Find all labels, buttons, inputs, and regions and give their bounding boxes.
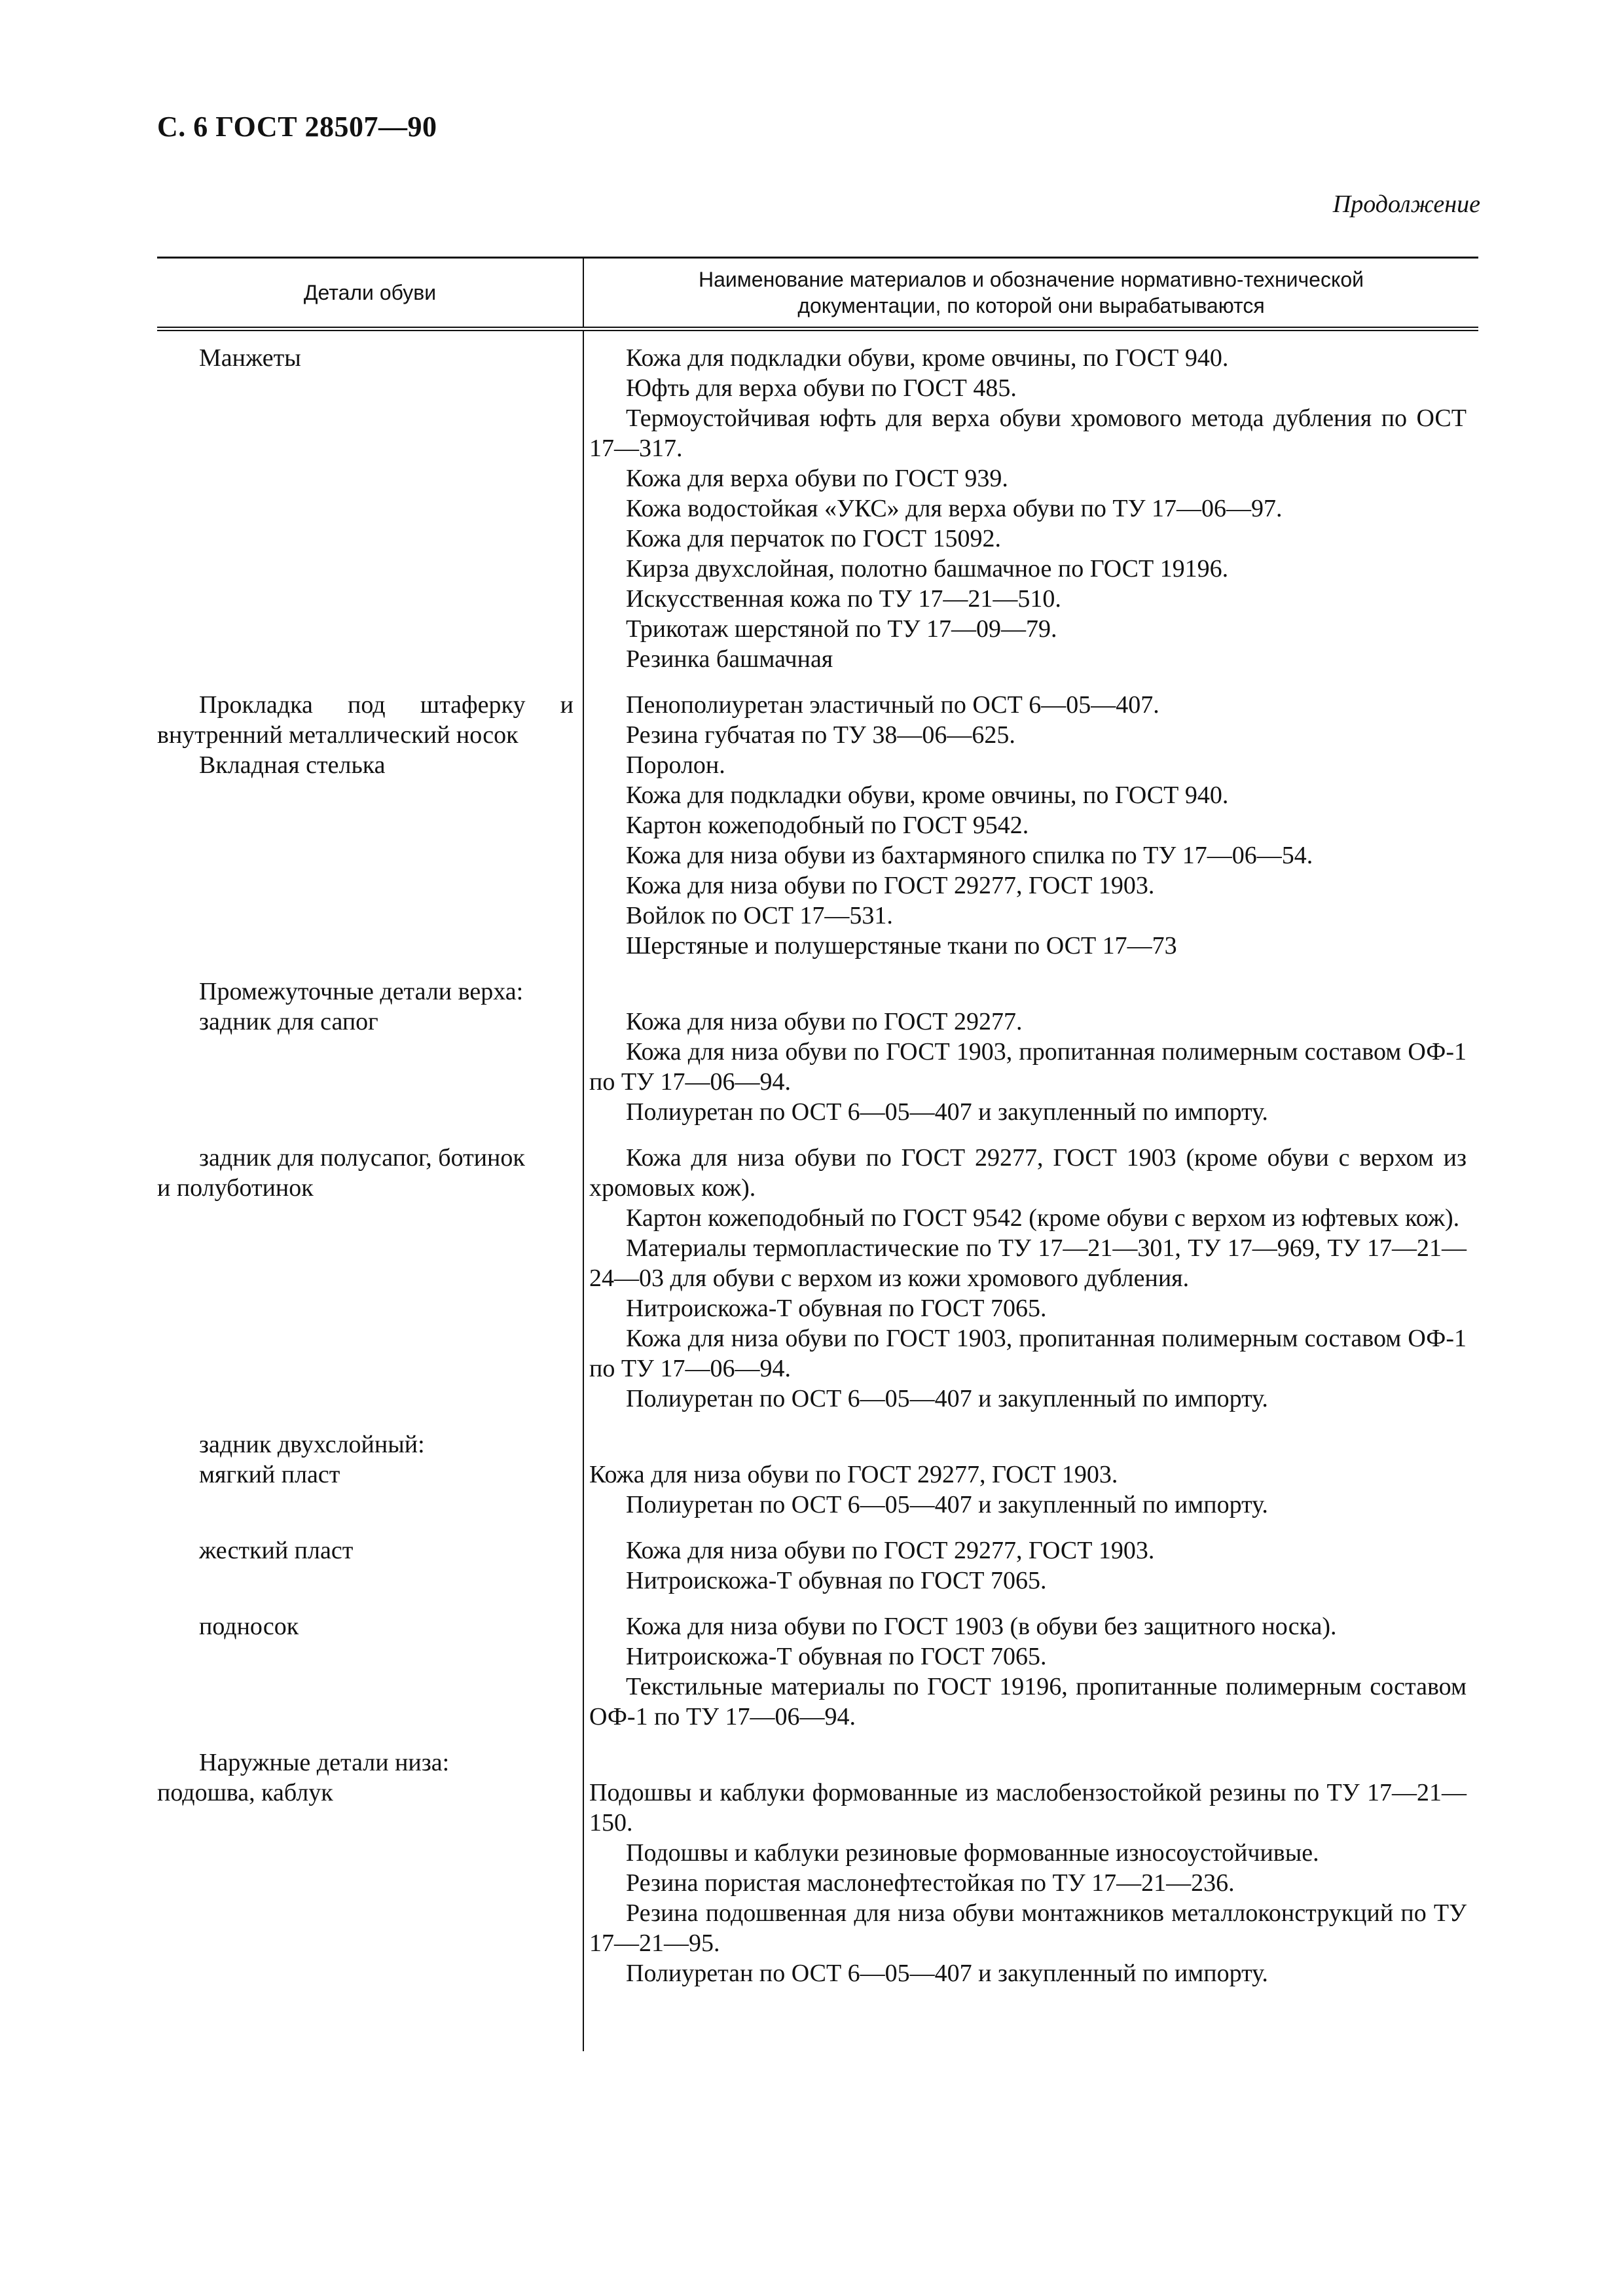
detail-label: жесткий пласт xyxy=(199,1537,354,1564)
material-item: Шерстяные и полушерстяные ткани по ОСТ 17—73 xyxy=(626,932,1177,960)
detail-cell xyxy=(157,343,583,674)
materials-cell xyxy=(583,1143,1478,1414)
material-item: Кожа для низа обуви по ГОСТ 29277, ГОСТ 1903. xyxy=(626,872,1155,899)
material-item: Трикотаж шерстяной по ТУ 17—09—79. xyxy=(626,615,1057,643)
materials-cell xyxy=(583,750,1478,961)
material-item: Полиуретан по ОСТ 6—05—407 и закупленный по импорту. xyxy=(626,1385,1268,1412)
material-item: Полиуретан по ОСТ 6—05—407 и закупленный по импорту. xyxy=(626,1098,1268,1126)
section-label: Наружные детали низа: xyxy=(199,1749,450,1776)
material-item: Искусственная кожа по ТУ 17—21—510. xyxy=(626,585,1061,613)
material-item: Кожа для низа обуви из бахтармяного спилка по ТУ 17—06—54. xyxy=(626,842,1313,869)
material-item: Полиуретан по ОСТ 6—05—407 и закупленный по импорту. xyxy=(626,1960,1268,1987)
material-item: Нитроискожа-Т обувная по ГОСТ 7065. xyxy=(626,1295,1047,1322)
material-item: Нитроискожа-Т обувная по ГОСТ 7065. xyxy=(626,1643,1047,1670)
material-item: Резинка башмачная xyxy=(626,645,833,673)
material-item: Кожа для низа обуви по ГОСТ 1903, пропитанная полимерным составом ОФ-1 по ТУ 17—06—94. xyxy=(589,1325,1467,1382)
table-row xyxy=(157,1596,1478,1732)
detail-label: задник для полусапог, ботинок xyxy=(199,1144,525,1172)
material-item: Кожа для подкладки обуви, кроме овчины, по ГОСТ 940. xyxy=(626,344,1229,372)
detail-cell xyxy=(157,1535,583,1596)
materials-cell xyxy=(583,343,1478,674)
table-row xyxy=(157,1732,1478,1988)
continuation-label: Продолжение xyxy=(1332,190,1480,218)
detail-cell xyxy=(157,1143,583,1414)
detail-label: Манжеты xyxy=(199,344,301,372)
material-item: Кожа для верха обуви по ГОСТ 939. xyxy=(626,465,1008,492)
detail-label: мягкий пласт xyxy=(199,1461,340,1488)
materials-table xyxy=(157,257,1478,2051)
column-header-materials-line1: Наименование материалов и обозначение нормативно-технической xyxy=(698,268,1364,291)
table-row xyxy=(157,1127,1478,1414)
detail-label: Прокладка под штаферку и xyxy=(199,691,574,719)
material-item: Кожа для перчаток по ГОСТ 15092. xyxy=(626,525,1002,552)
detail-label-continuation: и полуботинок xyxy=(157,1174,314,1202)
material-item: Кожа для низа обуви по ГОСТ 1903 (в обуви без защитного носка). xyxy=(626,1613,1337,1640)
column-header-materials xyxy=(584,259,1478,327)
column-header-materials-line2: документации, по которой они вырабатываются xyxy=(797,294,1265,317)
detail-cell xyxy=(157,1748,583,1988)
table-row xyxy=(157,331,1478,674)
section-label: задник двухслойный: xyxy=(199,1431,425,1458)
material-item: Подошвы и каблуки резиновые формованные износоустойчивые. xyxy=(626,1839,1319,1867)
detail-label-continuation: внутренний металлический носок xyxy=(157,721,519,749)
materials-cell xyxy=(583,1429,1478,1520)
detail-cell xyxy=(157,977,583,1127)
material-item: Кожа для низа обуви по ГОСТ 29277, ГОСТ 1903. xyxy=(626,1537,1155,1564)
material-item: Кожа для низа обуви по ГОСТ 29277, ГОСТ 1903. xyxy=(589,1461,1118,1488)
detail-cell xyxy=(157,750,583,961)
material-item: Войлок по ОСТ 17—531. xyxy=(626,902,893,929)
material-item: Подошвы и каблуки формованные из маслобензостойкой резины по ТУ 17—21—150. xyxy=(589,1779,1467,1837)
material-item: Термоустойчивая юфть для верха обуви хромового метода дубления по ОСТ 17—317. xyxy=(589,404,1467,462)
material-item: Резина губчатая по ТУ 38—06—625. xyxy=(626,721,1015,749)
detail-label: подошва, каблук xyxy=(157,1779,333,1806)
detail-cell xyxy=(157,1611,583,1732)
material-item: Резина подошвенная для низа обуви монтажников металлоконструкций по ТУ 17—21—95. xyxy=(589,1899,1467,1957)
detail-cell xyxy=(157,1429,583,1520)
material-item: Кирза двухслойная, полотно башмачное по ГОСТ 19196. xyxy=(626,555,1229,583)
material-item: Материалы термопластические по ТУ 17—21—301, ТУ 17—969, ТУ 17—21—24—03 для обуви с верхом из кожи хромового дубления. xyxy=(589,1234,1467,1292)
material-item: Пенополиуретан эластичный по ОСТ 6—05—407. xyxy=(626,691,1159,719)
material-item: Кожа для низа обуви по ГОСТ 29277, ГОСТ 1903 (кроме обуви с верхом из хромовых кож). xyxy=(589,1144,1467,1202)
material-item: Текстильные материалы по ГОСТ 19196, пропитанные полимерным составом ОФ-1 по ТУ 17—06—94. xyxy=(589,1673,1467,1731)
materials-cell xyxy=(583,977,1478,1127)
table-row xyxy=(157,961,1478,1127)
table-row xyxy=(157,750,1478,961)
materials-cell xyxy=(583,1611,1478,1732)
page-header: С. 6 ГОСТ 28507—90 xyxy=(157,111,437,143)
material-item: Кожа для низа обуви по ГОСТ 1903, пропитанная полимерным составом ОФ-1 по ТУ 17—06—94. xyxy=(589,1038,1467,1096)
section-label: Промежуточные детали верха: xyxy=(199,978,524,1005)
table-body xyxy=(157,331,1478,2051)
materials-cell xyxy=(583,1535,1478,1596)
material-item: Нитроискожа-Т обувная по ГОСТ 7065. xyxy=(626,1567,1047,1594)
material-item: Кожа водостойкая «УКС» для верха обуви по ТУ 17—06—97. xyxy=(626,495,1283,522)
detail-label: подносок xyxy=(199,1613,299,1640)
material-item: Полиуретан по ОСТ 6—05—407 и закупленный по импорту. xyxy=(626,1491,1268,1518)
materials-cell xyxy=(583,1748,1478,1988)
detail-label: задник для сапог xyxy=(199,1008,378,1035)
material-item: Картон кожеподобный по ГОСТ 9542. xyxy=(626,812,1029,839)
column-divider xyxy=(583,331,584,2051)
material-item: Юфть для верха обуви по ГОСТ 485. xyxy=(626,374,1017,402)
detail-label: Вкладная стелька xyxy=(199,751,386,779)
table-header xyxy=(157,257,1478,331)
table-row xyxy=(157,1414,1478,1520)
material-item: Резина пористая маслонефтестойкая по ТУ 17—21—236. xyxy=(626,1869,1235,1897)
material-item: Кожа для подкладки обуви, кроме овчины, по ГОСТ 940. xyxy=(626,781,1229,809)
table-row xyxy=(157,1520,1478,1596)
material-item: Поролон. xyxy=(626,751,725,779)
column-header-details: Детали обуви xyxy=(157,259,584,327)
material-item: Кожа для низа обуви по ГОСТ 29277. xyxy=(626,1008,1023,1035)
material-item: Картон кожеподобный по ГОСТ 9542 (кроме обуви с верхом из юфтевых кож). xyxy=(626,1204,1460,1232)
